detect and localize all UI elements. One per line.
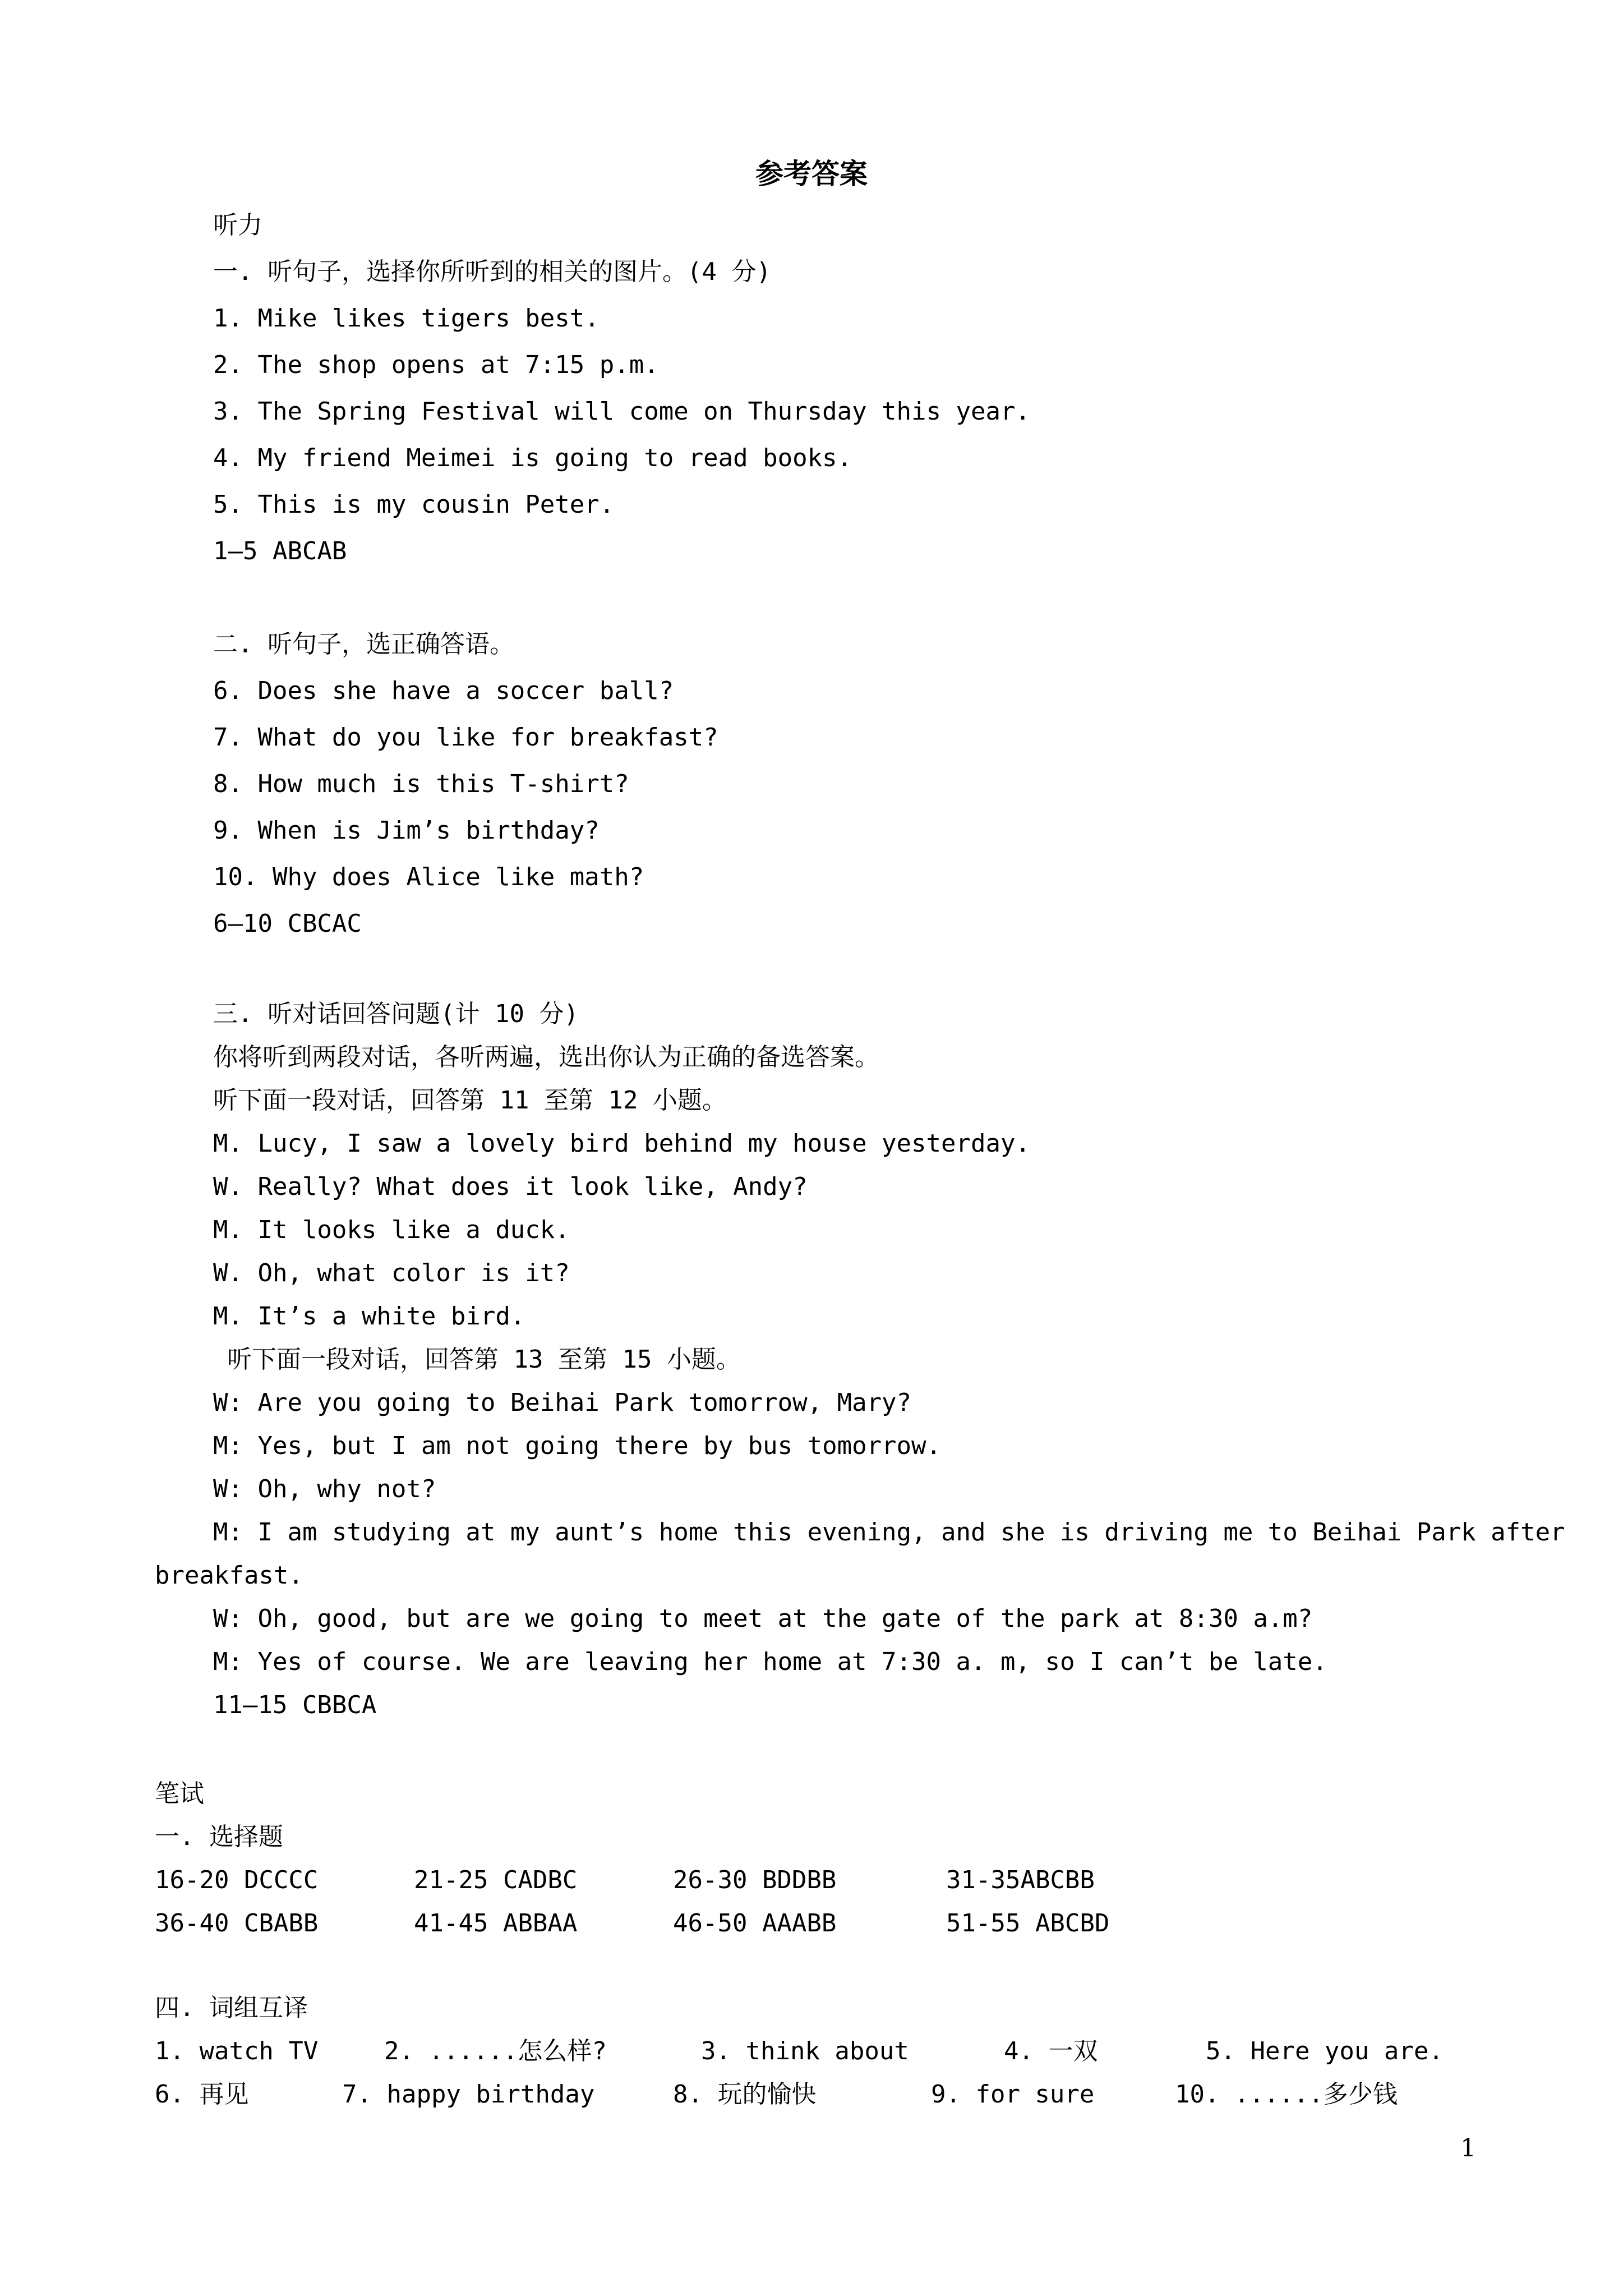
- phrase-cell: 5. Here you are.: [1206, 2037, 1444, 2065]
- phrase-cell: 8. 玩的愉快: [673, 2080, 817, 2109]
- dialogue-line: W. Oh, what color is it?: [213, 1259, 570, 1287]
- phrase-cell: 7. happy birthday: [342, 2080, 595, 2109]
- answer-cell: 41-45 ABBAA: [414, 1909, 578, 1938]
- answer-key: 1—5 ABCAB: [213, 537, 347, 565]
- sentence: 6. Does she have a soccer ball?: [213, 677, 674, 705]
- phrase-cell: 4. 一双: [1004, 2037, 1098, 2065]
- sentence: 4. My friend Meimei is going to read books.: [213, 444, 852, 472]
- answer-cell: 31-35ABCBB: [946, 1866, 1095, 1894]
- dialogue-line: M. Lucy, I saw a lovely bird behind my house yesterday.: [213, 1129, 1030, 1158]
- phrase-cell: 6. 再见: [155, 2080, 249, 2109]
- phrase-cell: 2. ......怎么样?: [384, 2037, 607, 2065]
- part2-heading: 二. 听句子，选正确答语。: [213, 630, 514, 659]
- dialogue-line: breakfast.: [155, 1561, 303, 1590]
- listening-heading: 听力: [213, 211, 262, 240]
- phrase-cell: 1. watch TV: [155, 2037, 319, 2065]
- answer-cell: 36-40 CBABB: [155, 1909, 319, 1938]
- sentence: 3. The Spring Festival will come on Thursday this year.: [213, 397, 1030, 426]
- answer-cell: 51-55 ABCBD: [946, 1909, 1110, 1938]
- dialogue-line: M: Yes of course. We are leaving her home at 7:30 a. m, so I can’t be late.: [213, 1648, 1327, 1676]
- phrase-cell: 3. think about: [701, 2037, 909, 2065]
- answer-cell: 46-50 AAABB: [673, 1909, 837, 1938]
- sentence: 2. The shop opens at 7:15 p.m.: [213, 351, 659, 379]
- sentence: 9. When is Jim’s birthday?: [213, 816, 600, 845]
- part1-heading: 一. 听句子，选择你所听到的相关的图片。(4 分): [213, 257, 771, 286]
- dialogue-line: W: Oh, good, but are we going to meet at the gate of the park at 8:30 a.m?: [213, 1604, 1313, 1633]
- dialogue1-intro: 听下面一段对话，回答第 11 至第 12 小题。: [213, 1086, 727, 1115]
- page-number: 1: [1460, 2134, 1476, 2162]
- dialogue-line: M: I am studying at my aunt’s home this evening, and she is driving me to Beihai Park after: [213, 1518, 1565, 1547]
- dialogue-line: M. It’s a white bird.: [213, 1302, 525, 1331]
- dialogue2-intro: 听下面一段对话，回答第 13 至第 15 小题。: [227, 1345, 741, 1374]
- sentence: 5. This is my cousin Peter.: [213, 490, 615, 519]
- dialogue-line: M: Yes, but I am not going there by bus tomorrow.: [213, 1432, 942, 1460]
- page-title: 参考答案: [755, 158, 868, 190]
- part3-instruction: 你将听到两段对话，各听两遍，选出你认为正确的备选答案。: [213, 1043, 879, 1071]
- dialogue-line: M. It looks like a duck.: [213, 1216, 570, 1244]
- answer-cell: 21-25 CADBC: [414, 1866, 578, 1894]
- answer-cell: 26-30 BDDBB: [673, 1866, 837, 1894]
- written-part1-heading: 一. 选择题: [155, 1823, 283, 1851]
- dialogue-line: W: Are you going to Beihai Park tomorrow, Mary?: [213, 1388, 912, 1417]
- answer-key: 6—10 CBCAC: [213, 909, 362, 938]
- phrase-cell: 10. ......多少钱: [1175, 2080, 1398, 2109]
- part3-heading: 三. 听对话回答问题(计 10 分): [213, 1000, 579, 1028]
- answer-cell: 16-20 DCCCC: [155, 1866, 319, 1894]
- written-heading: 笔试: [155, 1779, 204, 1808]
- dialogue-line: W. Really? What does it look like, Andy?: [213, 1172, 808, 1201]
- sentence: 8. How much is this T-shirt?: [213, 770, 629, 798]
- phrase-cell: 9. for sure: [931, 2080, 1095, 2109]
- written-part4-heading: 四. 词组互译: [155, 1994, 308, 2022]
- dialogue-line: W: Oh, why not?: [213, 1475, 436, 1503]
- sentence: 10. Why does Alice like math?: [213, 863, 644, 891]
- sentence: 1. Mike likes tigers best.: [213, 304, 600, 333]
- answer-key: 11—15 CBBCA: [213, 1691, 377, 1719]
- sentence: 7. What do you like for breakfast?: [213, 723, 718, 752]
